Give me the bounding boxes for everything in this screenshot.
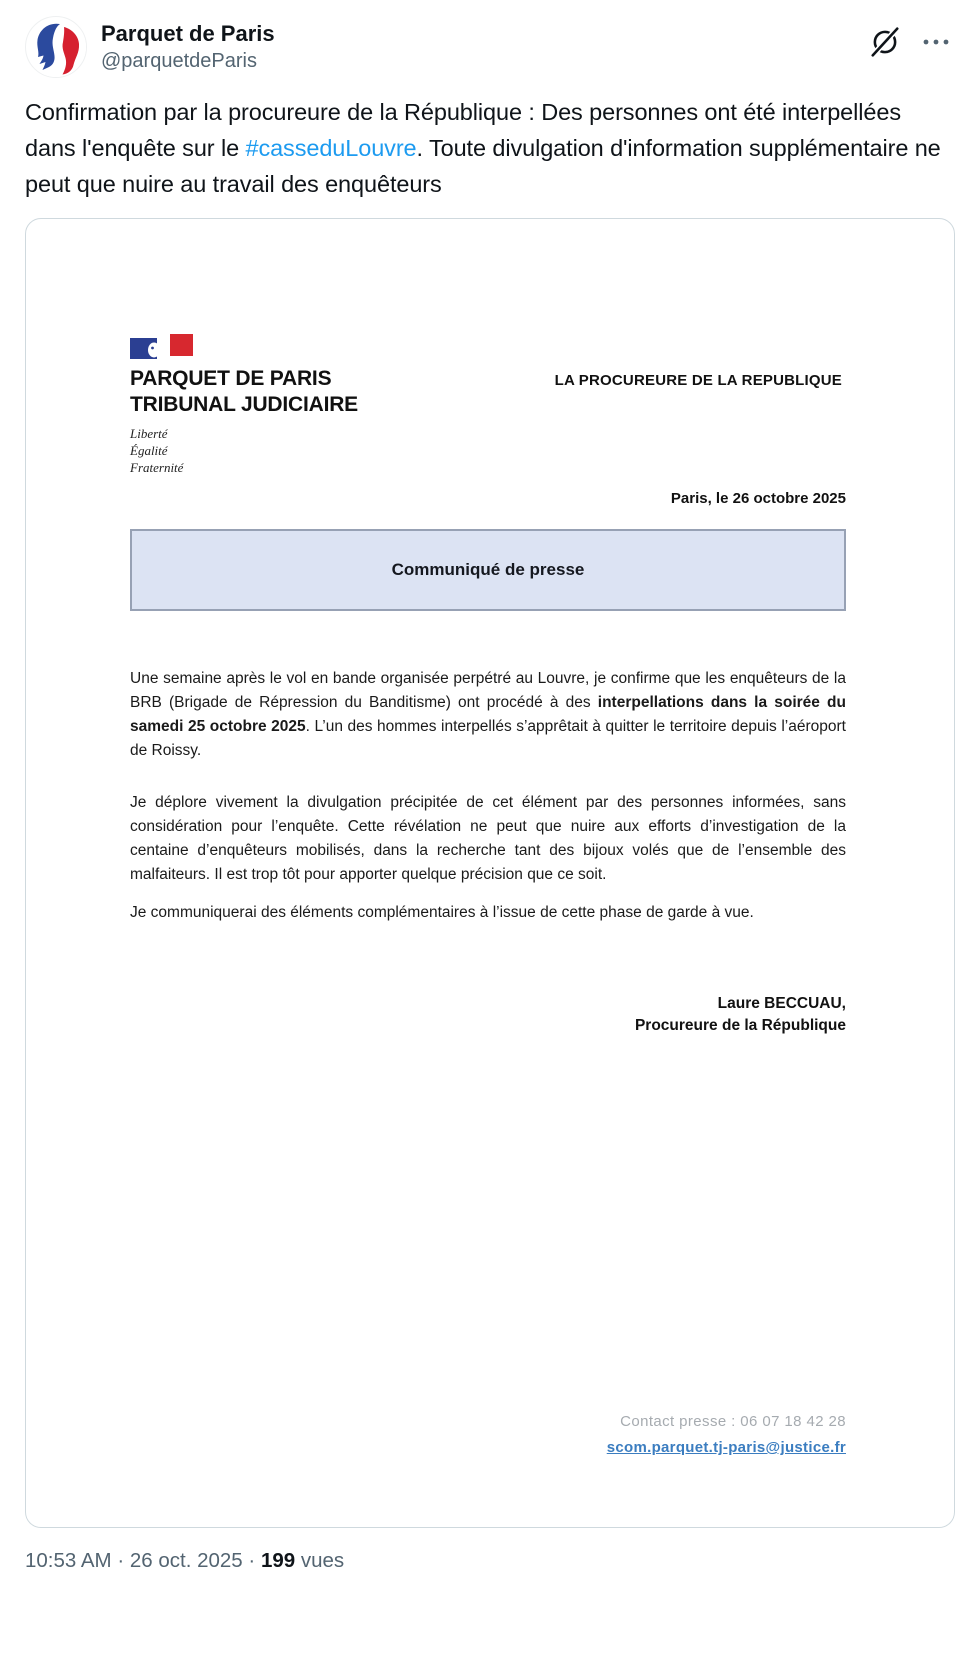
p1-bold: interpellations dans la soirée du samedi 25 octobre 2025 (130, 694, 846, 735)
tweet-text (25, 94, 950, 202)
p1-before: Une semaine après le vol en bande organisée perpétré au Louvre, je confirme que les enquêteurs de la BRB (Brigade de Répression du Banditisme) ont procédé à des (130, 670, 846, 711)
doc-motto (130, 425, 846, 476)
motto-fraternite: Fraternité (130, 460, 184, 475)
doc-contact (130, 1409, 846, 1461)
views-label: vues (300, 1549, 345, 1572)
doc-org-line1: PARQUET DE PARIS (130, 367, 332, 390)
french-republic-flag-icon (130, 331, 196, 361)
tweet-text-after: . Toute divulgation d'information supplémentaire ne peut que nuire au travail des enquêteurs (25, 135, 941, 197)
doc-paragraph-2: Je déplore vivement la divulgation précipitée de cet élément par des personnes informées, sans considération pour l’enquête. Cette révélation ne peut que nuire aux efforts d’investigation de la centaine d’enquêteurs mobilisés, dans la recherche tant des bijoux volés que de l’ensemble des malfaiteurs. Il est trop tôt pour apporter quelque précision que ce soit. (130, 794, 846, 883)
doc-dateline: Paris, le 26 octobre 2025 (670, 490, 846, 507)
p1-after: . L’un des hommes interpellés s’apprêtait à quitter le territoire depuis l’aéroport de Roissy. (130, 718, 846, 759)
author-name[interactable]: Parquet de Paris (101, 21, 275, 46)
doc-body (130, 667, 846, 925)
press-release-banner (130, 529, 846, 611)
attached-document-image[interactable] (25, 218, 955, 1528)
tweet-text-before: Confirmation par la procureure de la République : Des personnes ont été interpellées dans l'enquête sur le (25, 99, 901, 161)
more-icon (919, 27, 953, 57)
hashtag-link[interactable]: #casseduLouvre (245, 135, 417, 161)
doc-paragraph-3: Je communiquerai des éléments complémentaires à l’issue de cette phase de garde à vue. (130, 904, 754, 921)
avatar[interactable] (25, 16, 87, 78)
doc-signature (130, 993, 846, 1037)
doc-paragraph-1 (130, 667, 846, 763)
author-block (101, 16, 275, 74)
more-button[interactable] (917, 25, 955, 59)
tweet-meta (25, 1548, 955, 1574)
press-release (26, 219, 954, 1461)
doc-org-line2: TRIBUNAL JUDICIAIRE (130, 393, 358, 416)
doc-right-title: LA PROCUREURE DE LA REPUBLIQUE (554, 372, 842, 389)
tweet-header (25, 16, 955, 78)
motto-egalite: Égalité (130, 443, 168, 458)
signature-title: Procureure de la République (634, 1017, 846, 1034)
tweet-date: 26 oct. 2025 (129, 1549, 243, 1572)
tweet-time: 10:53 AM (25, 1549, 112, 1572)
author-handle[interactable]: @parquetdeParis (101, 50, 257, 72)
contact-email-link[interactable]: scom.parquet.tj-paris@justice.fr (606, 1439, 846, 1456)
grok-button[interactable] (867, 24, 903, 60)
views-count: 199 (260, 1549, 296, 1572)
meta-separator-2: · (248, 1549, 256, 1572)
grok-icon (869, 26, 901, 58)
press-release-banner-title: Communiqué de presse (391, 560, 585, 579)
marianne-avatar-icon (26, 17, 87, 78)
motto-liberte: Liberté (130, 426, 168, 441)
meta-separator-1: · (117, 1549, 125, 1572)
signature-name: Laure BECCUAU, (717, 995, 846, 1012)
contact-phone: Contact presse : 06 07 18 42 28 (620, 1413, 846, 1430)
header-actions (867, 16, 955, 60)
